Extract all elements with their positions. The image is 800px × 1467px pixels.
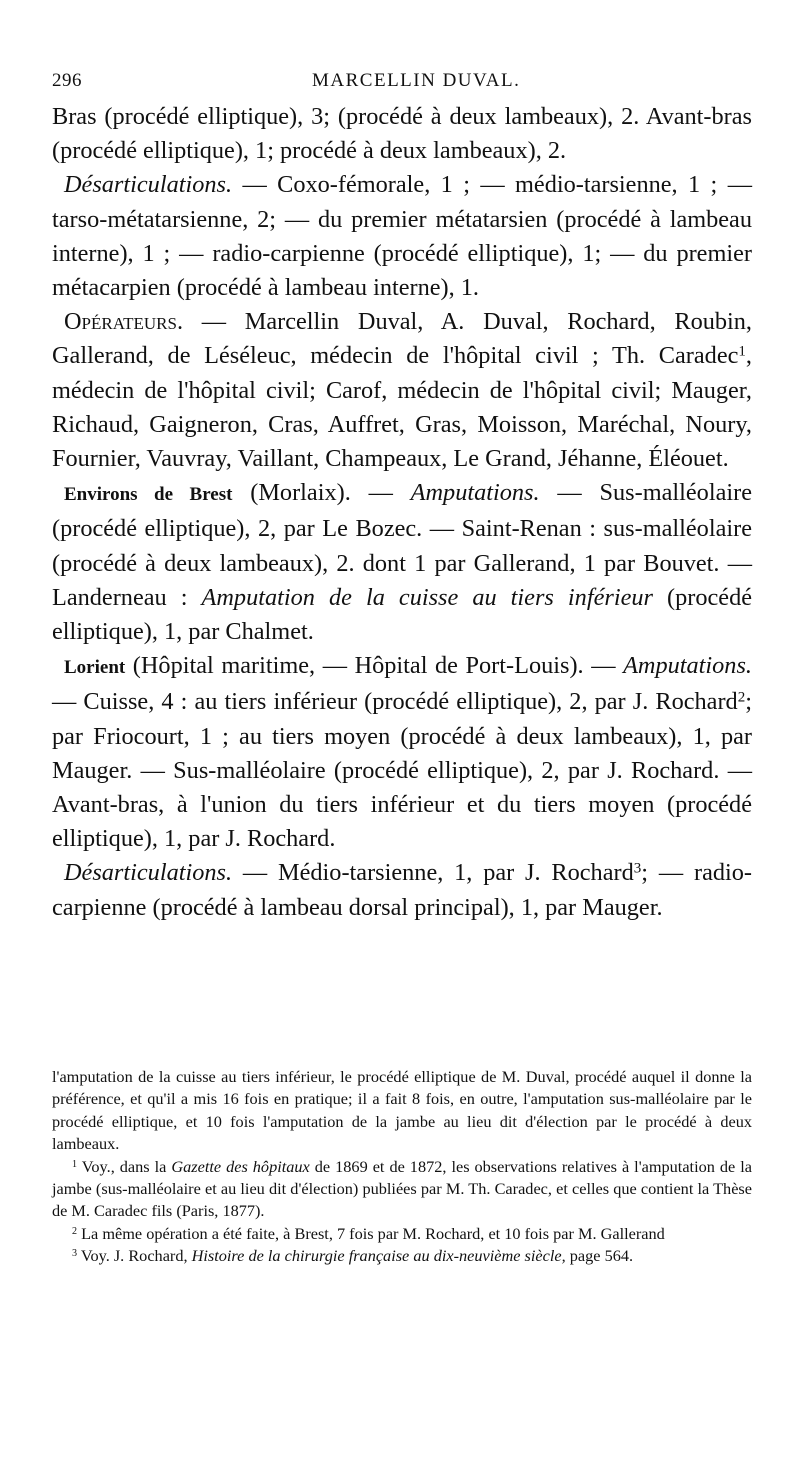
section-label: Opérateurs. — [64, 308, 184, 336]
section-label: Désarticulations. — [64, 859, 233, 887]
place-label: Environs de Brest — [64, 484, 233, 506]
section-label: Désarticulations. — [64, 171, 233, 199]
paragraph-bras: Bras (procédé elliptique), 3; (procédé à deux lambeaux), 2. Avant-bras (procédé elliptique), 1; procédé à deux lambeaux), 2. — [52, 103, 752, 165]
paragraph-desarticulations: Désarticulations. — Coxo-fémorale, 1 ; — médio-tarsienne, 1 ; — tarso-métatarsienne, 2; — du premier métatarsien (procédé à lambeau interne), 1 ; — radio-carpienne (procédé elliptique), 1; — du premier métacarpien (procédé à lambeau interne), 1. — [52, 171, 752, 302]
page-number: 296 — [52, 70, 82, 91]
paragraph-desarticulations-lorient: Désarticulations. — Médio-tarsienne, 1, par J. Rochard$^3$; — radio-carpienne (procédé à lambeau dorsal principal), 1, par Mauger. — [52, 859, 752, 921]
footnotes — [52, 1066, 752, 1268]
page-header — [52, 70, 752, 100]
footnote-mark: 1 — [72, 1158, 78, 1170]
paragraph-lorient: Lorient (Hôpital maritime, — Hôpital de Port-Louis). — Amputations. — Cuisse, 4 : au tiers inférieur (procédé elliptique), 2, par J. Rochard$^2$; par Friocourt, 1 ; au tiers moyen (procédé à deux lambeaux), 1, par Mauger. — Sus-malléolaire (procédé elliptique), 2, par J. Rochard. — Avant-bras, à l'union du tiers inférieur et du tiers moyen (procédé elliptique), 1, par J. Rochard. — [52, 652, 752, 853]
footnote-ref: 3 — [633, 860, 642, 877]
footnote-ref: 1 — [738, 343, 746, 360]
body-text — [52, 100, 752, 925]
footnote-3: $^3$ Voy. J. Rochard, Histoire de la chirurgie française au dix-neuvième siècle, page 564. — [72, 1246, 634, 1266]
footnote-2: $^2$ La même opération a été faite, à Brest, 7 fois par M. Rochard, et 10 fois par M. Gallerand — [72, 1223, 665, 1243]
footnote-ref: 2 — [737, 689, 746, 706]
footnote-mark: 2 — [72, 1225, 78, 1237]
footnote-continuation: l'amputation de la cuisse au tiers inférieur, le procédé elliptique de M. Duval, procédé auquel il donne la préférence, et qu'il a mis 16 fois en pratique; il a fait 8 fois, en outre, l'amputation sus-malléolaire par le procédé elliptique, et 10 fois l'amputation de la jambe au lieu dit d'élection par le procédé à deux lambeaux. — [52, 1067, 752, 1154]
footnote-1: $^1$ Voy., dans la Gazette des hôpitaux de 1869 et de 1872, les observations relatives à l'amputation de la jambe (sus-malléolaire et au lieu dit d'élection) publiées par M. Th. Caradec, et celles que contient la Thèse de M. Caradec fils (Paris, 1877). — [52, 1156, 752, 1221]
running-head: MARCELLIN DUVAL. — [312, 70, 521, 91]
paragraph-operateurs: Opérateurs. — Marcellin Duval, A. Duval, Rochard, Roubin, Gallerand, de Léséleuc, médecin de l'hôpital civil ; Th. Caradec$^1$, médecin de l'hôpital civil; Carof, médecin de l'hôpital civil; Mauger, Richaud, Gaigneron, Cras, Auffret, Gras, Moisson, Maréchal, Noury, Fournier, Vauvray, Vaillant, Champeaux, Le Grand, Jéhanne, Éléouet. — [52, 308, 752, 473]
place-label: Lorient — [64, 657, 126, 679]
paragraph-environs-de-brest: Environs de Brest (Morlaix). — Amputations. — Sus-malléolaire (procédé elliptique), 2, par Le Bozec. — Saint-Renan : sus-malléolaire (procédé à deux lambeaux), 2. dont 1 par Gallerand, 1 par Bouvet. — Landerneau : Amputation de la cuisse au tiers inférieur (procédé elliptique), 1, par Chalmet. — [52, 479, 753, 646]
footnote-mark: 3 — [72, 1248, 78, 1260]
